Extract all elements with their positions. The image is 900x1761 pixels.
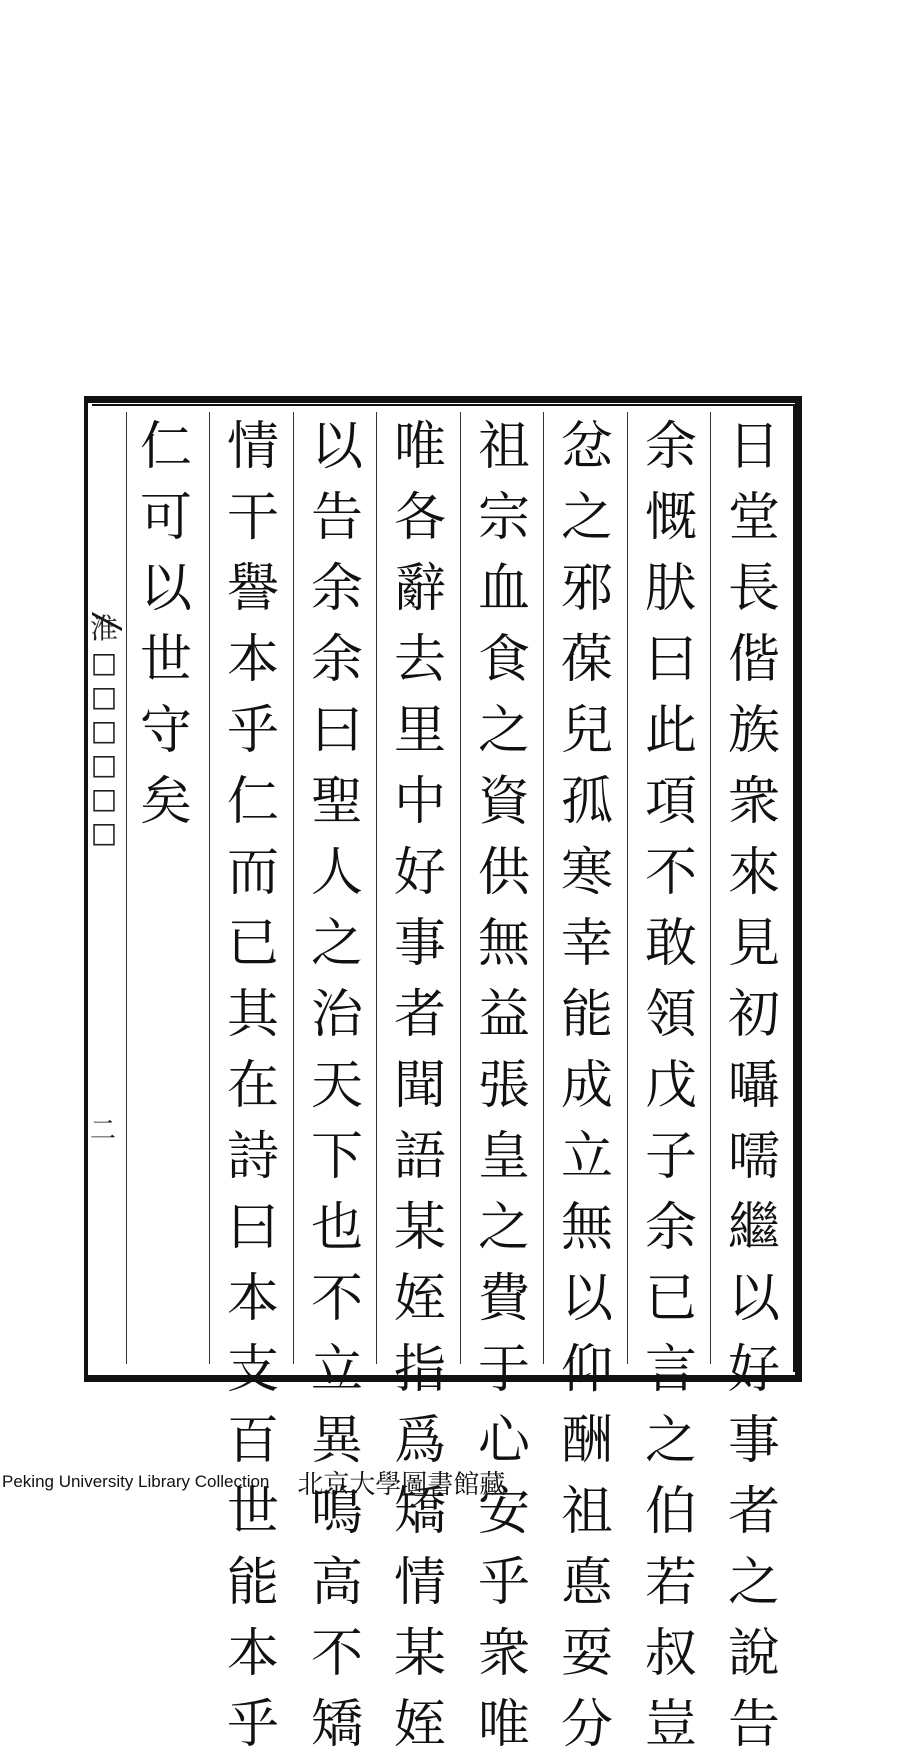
character: 支 [226,1340,279,1400]
character: 某 [393,1624,446,1684]
character: 告 [310,488,363,548]
character: 可 [139,488,192,548]
character: 之 [727,1553,780,1613]
character: 此 [644,701,697,761]
character: 余 [644,1198,697,1258]
character: 已 [226,914,279,974]
character: 守 [139,701,192,761]
character: 本 [226,1624,279,1684]
margin-character: 淮 [89,612,118,645]
character: 費 [477,1269,530,1329]
character: 無 [477,914,530,974]
character: 供 [477,843,530,903]
character: 豈 [644,1695,697,1755]
character: 余 [310,559,363,619]
character: 異 [310,1411,363,1471]
text-column-4 [464,412,544,1755]
character: 日 [727,417,780,477]
character: 本 [226,630,279,690]
character: 長 [727,559,780,619]
character: 以 [727,1269,780,1329]
character: 余 [644,417,697,477]
character: 天 [310,1056,363,1116]
character: 姪 [393,1269,446,1329]
character: 仁 [226,772,279,832]
character: 乎 [226,1695,279,1755]
character: 者 [727,1482,780,1542]
character: 中 [393,772,446,832]
character: 各 [393,488,446,548]
character: 項 [644,772,697,832]
page-number: 二 [89,1116,116,1146]
character: 張 [477,1056,530,1116]
column-rule [209,412,210,1364]
character: 者 [393,985,446,1045]
character: 忿 [560,417,613,477]
text-column-6 [297,412,377,1755]
text-column-1 [714,412,794,1755]
character: 以 [139,559,192,619]
character: 敢 [644,914,697,974]
character: 曰 [310,701,363,761]
character: 于 [477,1340,530,1400]
character: 某 [393,1198,446,1258]
column-rule [293,412,294,1364]
character: 高 [310,1553,363,1613]
text-column-3 [547,412,627,1755]
character: 不 [310,1269,363,1329]
margin-character: □ [90,782,118,815]
character: 子 [644,1127,697,1187]
character: 立 [310,1340,363,1400]
character: 百 [226,1411,279,1471]
character: 孤 [560,772,613,832]
character: 情 [393,1553,446,1613]
margin-character: □ [90,680,118,713]
character: 曰 [644,630,697,690]
character: 見 [727,914,780,974]
character: 譽 [226,559,279,619]
character: 成 [560,1056,613,1116]
character: 叔 [644,1624,697,1684]
character: 情 [226,417,279,477]
margin-character: □ [90,646,118,679]
character: 戊 [644,1056,697,1116]
character: 好 [727,1340,780,1400]
character: 祖 [560,1482,613,1542]
character: 之 [310,914,363,974]
character: 世 [139,630,192,690]
character: 去 [393,630,446,690]
character: 里 [393,701,446,761]
character: 之 [560,488,613,548]
character: 言 [644,1340,697,1400]
character: 囁 [727,1056,780,1116]
character: 若 [644,1553,697,1613]
character: 事 [393,914,446,974]
character: 已 [644,1269,697,1329]
character: 無 [560,1198,613,1258]
character: 告 [727,1695,780,1755]
character: 矯 [310,1695,363,1755]
text-column-8 [126,412,206,1372]
character: 葆 [560,630,613,690]
character: 邪 [560,559,613,619]
character: 干 [226,488,279,548]
character: 之 [477,701,530,761]
character: 之 [477,1198,530,1258]
character: 不 [644,843,697,903]
character: 衆 [727,772,780,832]
character: 乎 [226,701,279,761]
character: 世 [226,1482,279,1542]
character: 悳 [560,1553,613,1613]
character: 不 [310,1624,363,1684]
character: 語 [393,1127,446,1187]
character: 祖 [477,417,530,477]
character: 以 [560,1269,613,1329]
character: 立 [560,1127,613,1187]
character: 之 [644,1411,697,1471]
character: 族 [727,701,780,761]
character: 耍 [560,1624,613,1684]
character: 酬 [560,1411,613,1471]
text-column-2 [631,412,711,1755]
character: 伯 [644,1482,697,1542]
character: 兒 [560,701,613,761]
character: 血 [477,559,530,619]
footer-chinese: 北京大學圖書館藏 [297,1469,506,1500]
character: 爲 [393,1411,446,1471]
character: 來 [727,843,780,903]
character: 辭 [393,559,446,619]
character: 食 [477,630,530,690]
footer-english: Peking University Library Collection [2,1472,270,1491]
character: 資 [477,772,530,832]
character: 治 [310,985,363,1045]
character: 幸 [560,914,613,974]
character: 繼 [727,1198,780,1258]
character: 曰 [226,1198,279,1258]
character: 而 [226,843,279,903]
character: 在 [226,1056,279,1116]
character: 好 [393,843,446,903]
character: 宗 [477,488,530,548]
margin-character: □ [90,714,118,747]
character: 矯 [393,1482,446,1542]
character: 指 [393,1340,446,1400]
character: 嚅 [727,1127,780,1187]
margin-character: □ [90,816,118,849]
footer [0,1462,900,1502]
character: 人 [310,843,363,903]
character: 說 [727,1624,780,1684]
character: 能 [560,985,613,1045]
character: 鳴 [310,1482,363,1542]
block-margin-title [88,612,120,1160]
character: 聞 [393,1056,446,1116]
character: 乎 [477,1553,530,1613]
character: 其 [226,985,279,1045]
character: 安 [477,1482,530,1542]
character: 唯 [477,1695,530,1755]
character: 也 [310,1198,363,1258]
character: 肰 [644,559,697,619]
character: 偕 [727,630,780,690]
character: 本 [226,1269,279,1329]
character: 初 [727,985,780,1045]
character: 事 [727,1411,780,1471]
character: 唯 [393,417,446,477]
character: 皇 [477,1127,530,1187]
character: 心 [477,1411,530,1471]
character: 仁 [139,417,192,477]
column-rule [460,412,461,1364]
text-column-5 [380,412,460,1755]
column-rule [627,412,628,1364]
text-column-7 [213,412,293,1755]
character: 寒 [560,843,613,903]
character: 詩 [226,1127,279,1187]
character: 姪 [393,1695,446,1755]
character: 能 [226,1553,279,1613]
character: 仰 [560,1340,613,1400]
character: 余 [310,630,363,690]
margin-character: □ [90,748,118,781]
character: 以 [310,417,363,477]
character: 益 [477,985,530,1045]
character: 堂 [727,488,780,548]
character: 下 [310,1127,363,1187]
character: 領 [644,985,697,1045]
character: 聖 [310,772,363,832]
character: 慨 [644,488,697,548]
character: 矣 [139,772,192,832]
character: 分 [560,1695,613,1755]
character: 衆 [477,1624,530,1684]
